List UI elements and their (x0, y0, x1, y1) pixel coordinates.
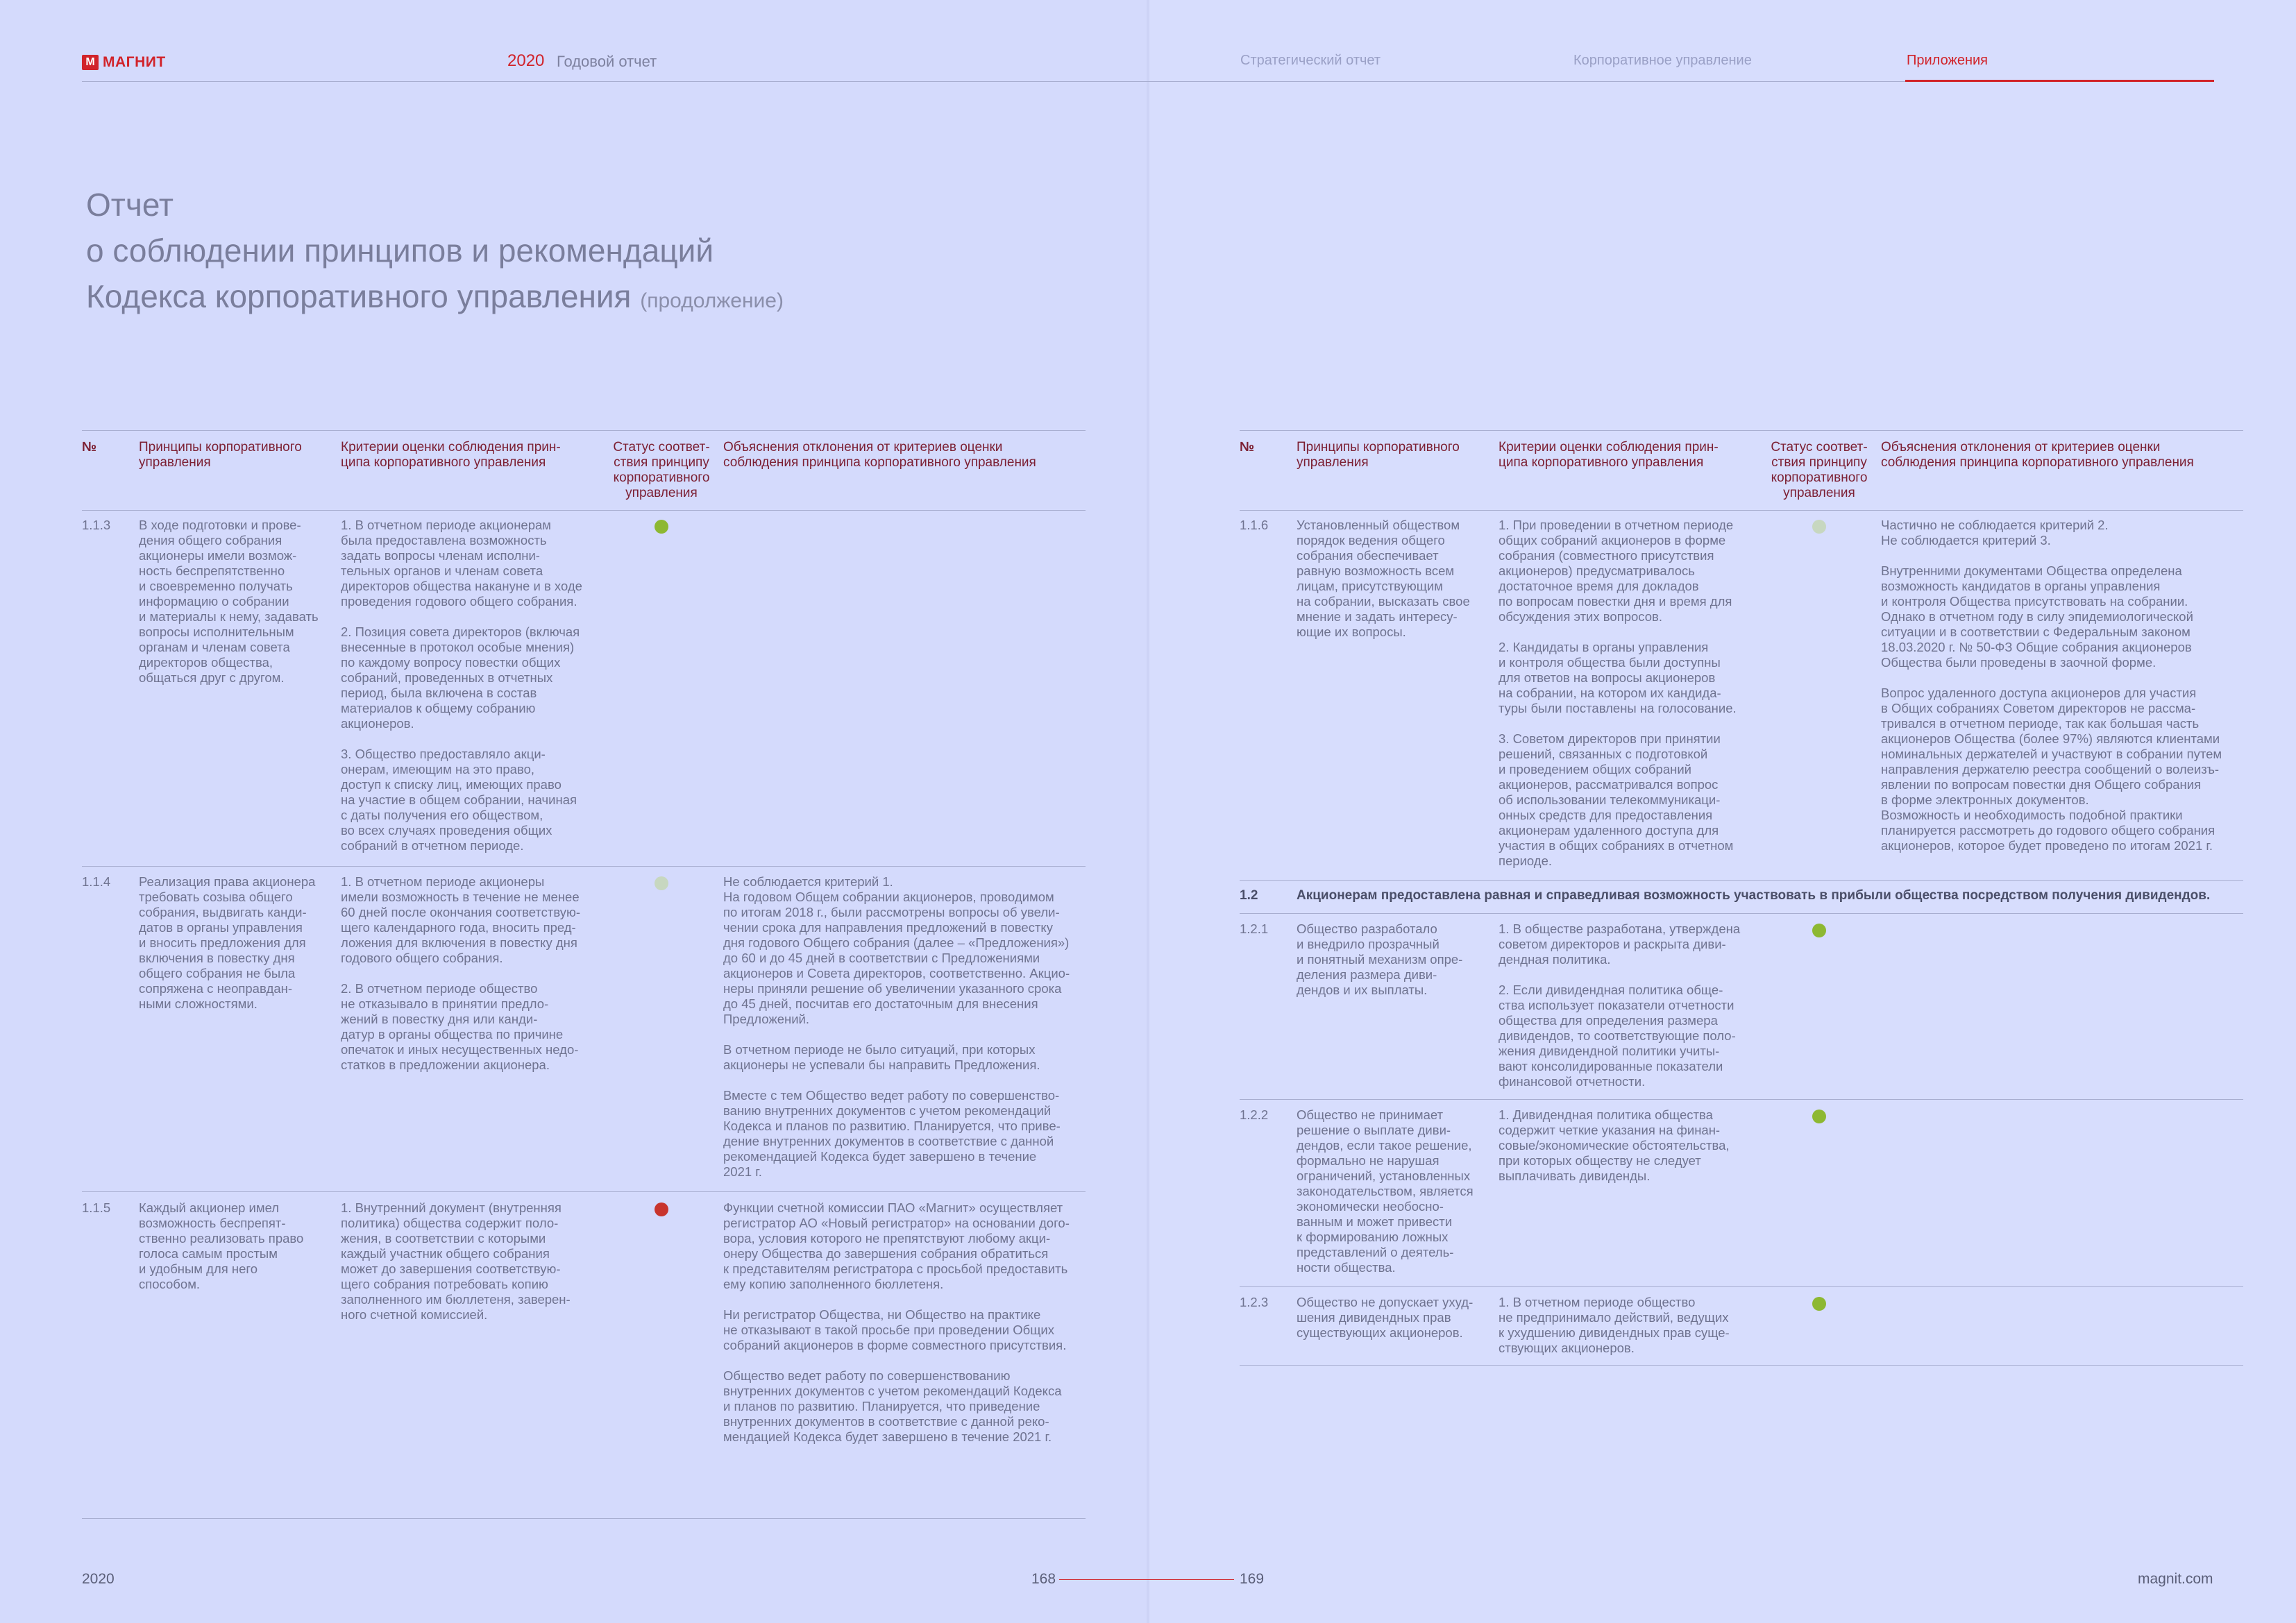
magnit-logo-text: МАГНИТ (103, 54, 166, 70)
row-principle: Установленный обществом порядок ведения общего собрания обеспечивает равную возможность всем лицам, присутствующим на собрании, высказать свое мнение и задать интересу- ющие их вопросы. (1297, 518, 1470, 639)
nav-corporate-governance[interactable]: Корпоративное управление (1573, 53, 1752, 68)
table-bottom-rule (1240, 1365, 2243, 1366)
header-report-title: Годовой отчет (557, 53, 657, 70)
section-heading: Акционерам предоставлена равная и справедливая возможность участвовать в прибыли общества посредством получения дивидендов. (1297, 888, 2211, 903)
row-principle: Общество разработало и внедрило прозрачный и понятный механизм опре- деления размера диви- дендов и их выплаты. (1297, 921, 1463, 997)
status-not-complied-icon (655, 1203, 668, 1216)
table-header-rule (1240, 510, 2243, 511)
row-divider (82, 866, 1086, 867)
col-header-principles: Принципы корпоративного управления (139, 440, 302, 470)
header-divider-left (82, 81, 1148, 82)
row-principle: Каждый акционер имел возможность беспрепят- ственно реализовать право голоса самым простым и удобным для него способом. (139, 1200, 304, 1291)
status-partial-icon (655, 876, 668, 890)
row-criteria: 1. В отчетном периоде акционерам была предоставлена возможность задать вопросы членам исполни- тельных органов и членам совета директоров общества накануне и в ходе проведения годового общего собрания. 2. Позиция совета директоров (включая внесенные в протокол особые мнения) по каждому вопросу повестки общих собраний, проведенных в отчетных период, была включена в состав материалов к общему собранию акционеров. 3. Общество предоставляло акци- онерам, имеющим на это право, доступ к списку лиц, имеющих право на участие в общем собрании, начиная с даты получения его обществом, во всех случаях проведения общих собраний в отчетном периоде. (341, 518, 582, 853)
row-divider (1240, 880, 2243, 881)
row-number: 1.1.5 (82, 1200, 111, 1215)
header-year: 2020 (507, 51, 545, 70)
magnit-logo-icon: М (82, 55, 99, 70)
nav-appendices[interactable]: Приложения (1907, 53, 1989, 68)
row-number: 1.1.3 (82, 518, 111, 532)
table-header-rule (82, 510, 1086, 511)
col-header-status: Статус соответ- ствия принципу корпоративного управления (613, 440, 710, 500)
col-header-criteria: Критерии оценки соблюдения прин- ципа корпоративного управления (341, 440, 561, 470)
row-divider (82, 1191, 1086, 1192)
row-number: 1.2.3 (1240, 1295, 1269, 1309)
row-criteria: 1. Внутренний документ (внутренняя политика) общества содержит поло- жения, в соответствии с которыми каждый участник общего собрания может до завершения соответствую- щего собрания потребовать копию заполненного им бюллетеня, заверен- ного счетной комиссией. (341, 1200, 571, 1322)
row-number: 1.2.1 (1240, 921, 1269, 936)
row-number: 1.2.2 (1240, 1107, 1269, 1122)
page-title-continuation: (продолжение) (640, 289, 784, 312)
page-title (86, 182, 784, 324)
row-principle: В ходе подготовки и прове- дения общего собрания акционеры имели возмож- ность беспрепятственно и своевременно получать информацию о собрании и материалы к нему, задавать вопросы исполнительным органам и членам совета директоров общества, общаться друг с другом. (139, 518, 319, 685)
page-number-left: 168 (1031, 1571, 1056, 1587)
col-header-explanation: Объяснения отклонения от критериев оценки соблюдения принципа корпоративного управления (1881, 440, 2194, 470)
row-criteria: 1. В отчетном периоде общество не предпринимало действий, ведущих к ухудшению дивидендных прав суще- ствующих акционеров. (1499, 1295, 1730, 1355)
page-number-right: 169 (1240, 1571, 1265, 1587)
nav-strategic-report[interactable]: Стратегический отчет (1240, 53, 1381, 68)
section-number: 1.2 (1240, 888, 1258, 903)
row-number: 1.1.6 (1240, 518, 1269, 532)
page-title-line-3-text: Кодекса корпоративного управления (86, 278, 632, 314)
row-divider (1240, 1099, 2243, 1100)
row-criteria: 1. В обществе разработана, утверждена советом директоров и раскрыта диви- дендная политика. 2. Если дивидендная политика обще- ства использует показатели отчетности общества для определения размера дивидендов, то соответствующие поло- жения дивидендной политики учиты- вают консолидированные показатели финансовой отчетности. (1499, 921, 1741, 1089)
col-header-number: № (82, 440, 97, 454)
footer-site-link[interactable]: magnit.com (2138, 1571, 2213, 1587)
table-top-rule (1240, 430, 2243, 431)
status-complied-icon (1812, 1110, 1826, 1123)
col-header-criteria: Критерии оценки соблюдения прин- ципа корпоративного управления (1499, 440, 1719, 470)
table-top-rule (82, 430, 1086, 431)
magnit-logo[interactable] (82, 54, 166, 71)
page-title-line-3 (86, 273, 784, 324)
row-criteria: 1. Дивидендная политика общества содержит четкие указания на финан- совые/экономические обстоятельства, при которых обществу не следует выплачивать дивиденды. (1499, 1107, 1730, 1183)
row-criteria: 1. При проведении в отчетном периоде общих собраний акционеров в форме собрания (совместного присутствия акционеров) предусматривалось достаточное время для докладов по вопросам повестки дня и время для обсуждения этих вопросов. 2. Кандидаты в органы управления и контроля общества были доступны для ответов на вопросы акционеров на собрании, на котором их кандида- туры были поставлены на голосование. 3. Советом директоров при принятии решений, связанных с подготовкой и проведением общих собраний акционеров, рассматривался вопрос об использовании телекоммуникаци- онных средств для предоставления акционерам удаленного доступа для участия в общих собраниях в отчетном периоде. (1499, 518, 1737, 868)
page-spine (1147, 0, 1149, 1623)
row-principle: Общество не допускает ухуд- шения дивидендных прав существующих акционеров. (1297, 1295, 1474, 1340)
row-explanation: Не соблюдается критерий 1. На годовом Общем собрании акционеров, проводимом по итогам 2018 г., были рассмотрены вопросы об увели- чении срока для направления предложений в повестку дня годового Общего собрания (далее – «Предложения») до 60 и до 45 дней в соответствии с Предложениями акционеров и Совета директоров, соответственно. Акцио- неры приняли решение об увеличении указанного срока до 45 дней, посчитав его достаточным для внесения Предложений. В отчетном периоде не было ситуаций, при которых акционеры не успевали бы направить Предложения. Вместе с тем Общество ведет работу по совершенство- ванию внутренних документов с учетом рекомендаций Кодекса и планов по развитию. Планируется, что приве- дение внутренних документов в соответствие с данной рекомендацией Кодекса будет завершено в течение 2021 г. (723, 874, 1070, 1179)
status-complied-icon (655, 520, 668, 534)
status-partial-icon (1812, 520, 1826, 534)
row-divider (1240, 913, 2243, 914)
row-number: 1.1.4 (82, 874, 111, 889)
col-header-number: № (1240, 440, 1255, 454)
status-complied-icon (1812, 924, 1826, 937)
col-header-explanation: Объяснения отклонения от критериев оценки соблюдения принципа корпоративного управления (723, 440, 1036, 470)
row-divider (1240, 1286, 2243, 1287)
page-number-connector (1059, 1579, 1234, 1580)
col-header-principles: Принципы корпоративного управления (1297, 440, 1460, 470)
row-principle: Реализация права акционера требовать созыва общего собрания, выдвигать канди- датов в органы управления и вносить предложения для включения в повестку дня общего собрания не была сопряжена с неоправдан- ными сложностями. (139, 874, 316, 1011)
table-bottom-rule (82, 1518, 1086, 1519)
row-explanation: Функции счетной комиссии ПАО «Магнит» осуществляет регистратор АО «Новый регистратор» на основании дого- вора, условия которого не препятствуют любому акци- онеру Общества до завершения собрания обратиться к представителям регистратора с просьбой предоставить ему копию заполненного бюллетеня. Ни регистратор Общества, ни Общество на практике не отказывают в такой просьбе при проведении Общих собраний акционеров в форме совместного присутствия. Общество ведет работу по совершенствованию внутренних документов с учетом рекомендаций Кодекса и планов по развитию. Планируется, что приведение внутренних документов в соответствие с данной реко- мендацией Кодекса будет завершено в течение 2021 г. (723, 1200, 1070, 1444)
status-complied-icon (1812, 1297, 1826, 1311)
col-header-status: Статус соответ- ствия принципу корпоративного управления (1771, 440, 1868, 500)
page-title-line-1: Отчет (86, 187, 174, 223)
footer-year: 2020 (82, 1571, 115, 1587)
row-criteria: 1. В отчетном периоде акционеры имели возможность в течение не менее 60 дней после окончания соответствую- щего календарного года, вносить пред- ложения для включения в повестку дня годового общего собрания. 2. В отчетном периоде общество не отказывало в принятии предло- жений в повестку дня или канди- датур в органы общества по причине опечаток и иных несущественных недо- статков в предложении акционера. (341, 874, 581, 1072)
row-explanation: Частично не соблюдается критерий 2. Не соблюдается критерий 3. Внутренними документами Общества определена возможность кандидатов в органы управления и контроля Общества присутствовать на собрании. Однако в отчетном году в силу эпидемиологической ситуации и в соответствии с Федеральным законом 18.03.2020 г. № 50-ФЗ Общие собрания акционеров Общества были проведены в заочной форме. Вопрос удаленного доступа акционеров для участия в Общих собраниях Советом директоров не рассма- тривался в отчетном периоде, так как большая часть акционеров Общества (более 97%) являются клиентами номинальных держателей и участвуют в собрании путем направления держателю реестра сообщений о волеизъ- явлении по вопросам повестки дня Общего собрания в форме электронных документов. Возможность и необходимость подобной практики планируется рассмотреть до годового общего собрания акционеров, которое будет проведено по итогам 2021 г. (1881, 518, 2222, 853)
row-principle: Общество не принимает решение о выплате диви- дендов, если такое решение, формально не нарушая ограничений, установленных законодательством, является экономически необосно- ванным и может привести к формированию ложных представлений о деятель- ности общества. (1297, 1107, 1474, 1275)
nav-active-underline (1905, 80, 2214, 82)
page-title-line-2: о соблюдении принципов и рекомендаций (86, 232, 714, 269)
